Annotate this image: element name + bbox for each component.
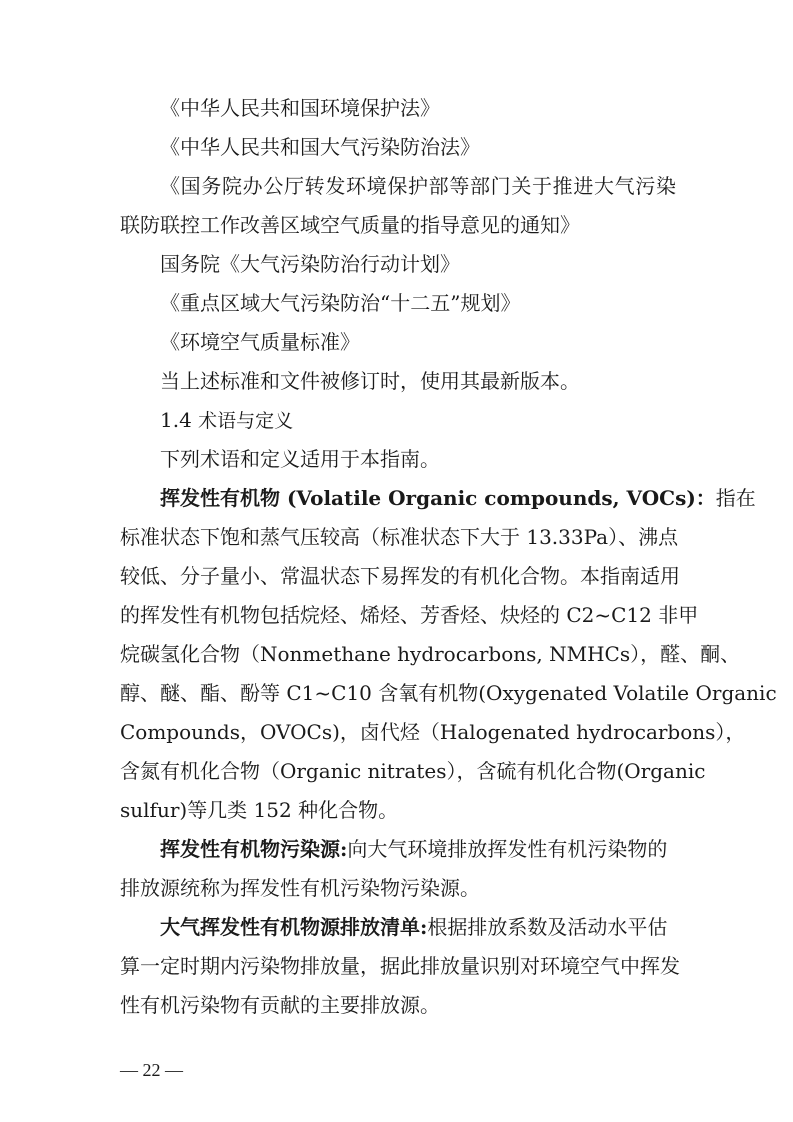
reference-line: 《中华人民共和国环境保护法》 bbox=[160, 96, 440, 120]
definition-line: 含氮有机化合物（Organic nitrates），含硫有机化合物(Organic bbox=[120, 759, 706, 783]
definition-line: 烷碳氢化合物（Nonmethane hydrocarbons, NMHCs），醛、酮、 bbox=[120, 642, 741, 666]
reference-line: 《中华人民共和国大气污染防治法》 bbox=[160, 135, 480, 159]
reference-line: 《环境空气质量标准》 bbox=[160, 330, 360, 354]
definition-term: 挥发性有机物 (Volatile Organic compounds, VOCs)： bbox=[160, 486, 716, 510]
reference-line: 《重点区域大气污染防治“十二五”规划》 bbox=[160, 291, 521, 315]
revision-note: 当上述标准和文件被修订时，使用其最新版本。 bbox=[160, 369, 580, 393]
section-heading bbox=[160, 407, 676, 434]
definition-text: 向大气环境排放挥发性有机污染物的 bbox=[347, 837, 668, 861]
definition-inventory bbox=[160, 914, 676, 940]
definition-line: Compounds，OVOCs)，卤代烃（Halogenated hydrocarbons）， bbox=[120, 720, 746, 744]
reference-line: 国务院《大气污染防治行动计划》 bbox=[160, 252, 460, 276]
definition-line: 较低、分子量小、常温状态下易挥发的有机化合物。本指南适用 bbox=[120, 564, 680, 588]
definition-line: 标准状态下饱和蒸气压较高（标准状态下大于 13.33Pa）、沸点 bbox=[120, 525, 679, 549]
definition-source bbox=[160, 836, 676, 862]
definition-term: 大气挥发性有机物源排放清单: bbox=[160, 915, 428, 939]
definition-line: sulfur)等几类 152 种化合物。 bbox=[120, 798, 399, 822]
section-number: 1.4 bbox=[160, 408, 192, 432]
definition-line: 醇、醚、酯、酚等 C1~C10 含氧有机物(Oxygenated Volatile Organic bbox=[120, 681, 777, 705]
definition-voc bbox=[160, 485, 756, 511]
definition-line: 的挥发性有机物包括烷烃、烯烃、芳香烃、炔烃的 C2~C12 非甲 bbox=[120, 603, 699, 627]
reference-line: 《国务院办公厅转发环境保护部等部门关于推进大气污染 bbox=[160, 174, 676, 198]
definition-text: 指在 bbox=[715, 486, 756, 510]
definition-text: 根据排放系数及活动水平估 bbox=[427, 915, 668, 939]
section-title: 术语与定义 bbox=[198, 410, 294, 432]
page-number: — 22 — bbox=[120, 1060, 183, 1080]
section-intro: 下列术语和定义适用于本指南。 bbox=[160, 447, 440, 471]
reference-line: 联防联控工作改善区域空气质量的指导意见的通知》 bbox=[120, 213, 580, 237]
definition-line: 排放源统称为挥发性有机污染物污染源。 bbox=[120, 876, 480, 900]
definition-line: 性有机污染物有贡献的主要排放源。 bbox=[120, 993, 440, 1017]
definition-term: 挥发性有机物污染源: bbox=[160, 837, 348, 861]
definition-line: 算一定时期内污染物排放量，据此排放量识别对环境空气中挥发 bbox=[120, 954, 680, 978]
